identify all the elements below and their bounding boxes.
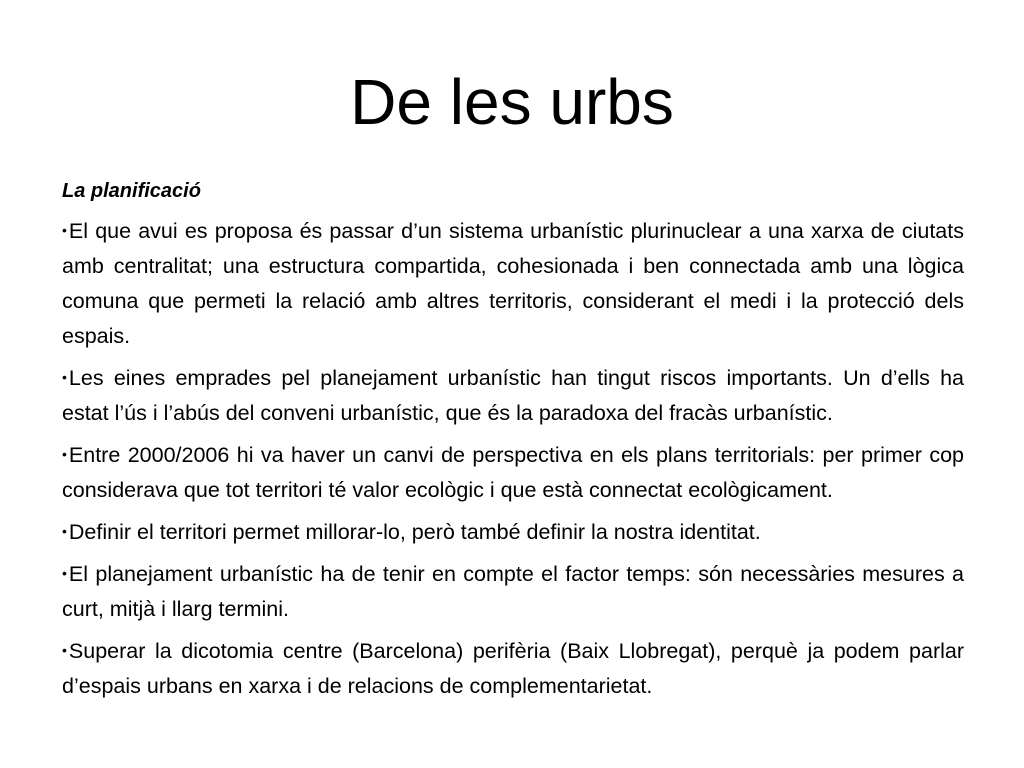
bullet-list [62, 213, 964, 704]
bullet-text: Les eines emprades pel planejament urbanístic han tingut riscos importants. Un d’ells ha estat l’ús i l’abús del conveni urbanístic, que és la paradoxa del fracàs urbanístic. [62, 366, 964, 425]
bullet-item [62, 360, 964, 431]
bullet-text: Definir el territori permet millorar-lo, però també definir la nostra identitat. [68, 520, 761, 544]
bullet-icon: • [62, 369, 67, 385]
bullet-icon: • [62, 523, 67, 539]
bullet-text: El planejament urbanístic ha de tenir en compte el factor temps: són necessàries mesures a curt, mitjà i llarg termini. [62, 562, 964, 621]
bullet-icon: • [62, 446, 67, 462]
bullet-text: El que avui es proposa és passar d’un sistema urbanístic plurinuclear a una xarxa de ciutats amb centralitat; una estructura compartida, cohesionada i ben connectada amb una lògica comuna que permeti la relació amb altres territoris, considerant el medi i la protecció dels espais. [62, 219, 964, 348]
slide-title: De les urbs [350, 66, 674, 138]
bullet-item [62, 514, 964, 550]
bullet-icon: • [62, 642, 67, 658]
bullet-icon: • [62, 565, 67, 581]
section-subtitle: La planificació [62, 180, 201, 202]
bullet-item [62, 437, 964, 508]
bullet-item [62, 556, 964, 627]
bullet-item [62, 213, 964, 354]
bullet-item [62, 633, 964, 704]
bullet-icon: • [62, 222, 67, 238]
bullet-text: Superar la dicotomia centre (Barcelona) perifèria (Baix Llobregat), perquè ja podem parlar d’espais urbans en xarxa i de relacions de complementarietat. [62, 639, 964, 698]
bullet-text: Entre 2000/2006 hi va haver un canvi de perspectiva en els plans territorials: per primer cop considerava que tot territori té valor ecològic i que està connectat ecològicament. [62, 443, 964, 502]
slide-content [62, 174, 964, 710]
